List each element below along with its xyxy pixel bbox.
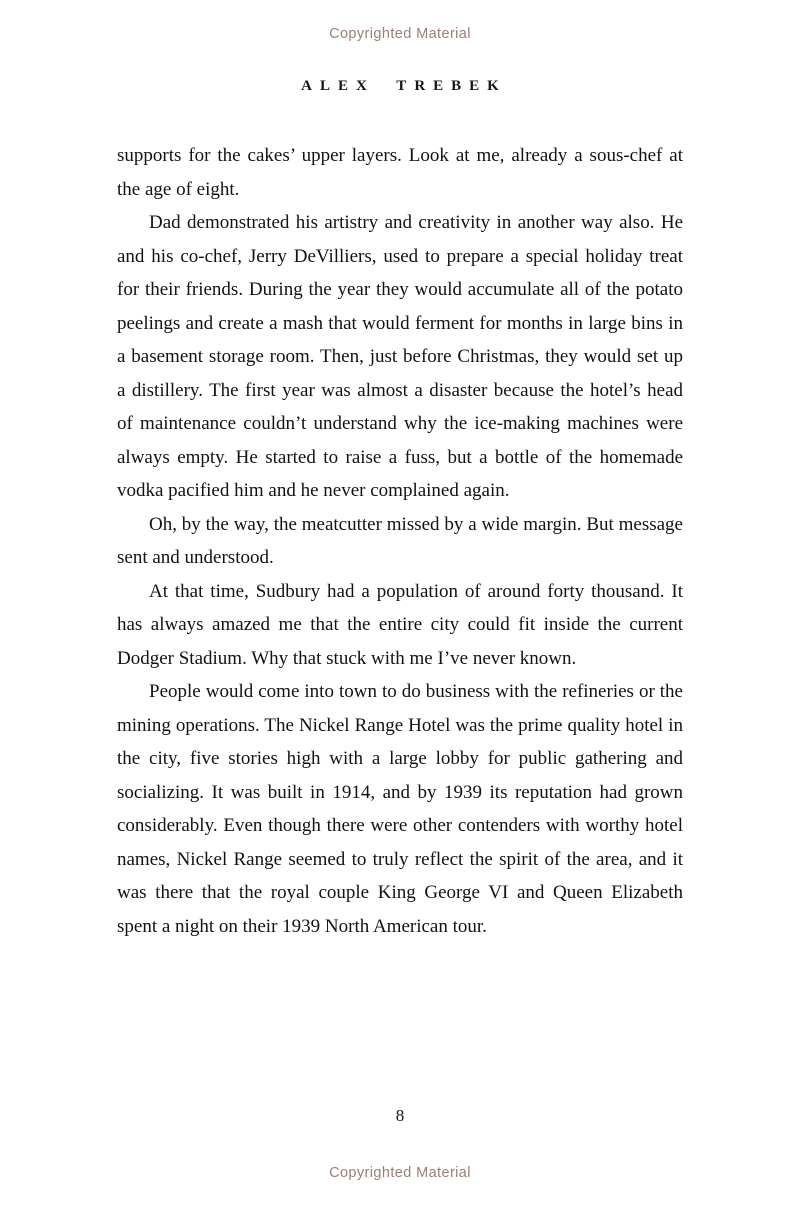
paragraph: At that time, Sudbury had a population of around forty thousand. It has always amazed me that the entire city could fit inside the current Dodger Stadium. Why that stuck with me I’ve never known. — [117, 580, 683, 669]
copyright-notice-bottom: Copyrighted Material — [329, 1165, 471, 1181]
body-text — [117, 139, 683, 943]
page-title: ALEX TREBEK — [301, 78, 507, 94]
paragraph: supports for the cakes’ upper layers. Look at me, already a sous-chef at the age of eight. — [117, 145, 683, 200]
paragraph: People would come into town to do business with the refineries or the mining operations. The Nickel Range Hotel was the prime quality hotel in the city, five stories high with a large lobby for public gathering and socializing. It was built in 1914, and by 1939 its reputation had grown considerably. Even though there were other contenders with worthy hotel names, Nickel Range seemed to truly reflect the spirit of the area, and it was there that the royal couple King George VI and Queen Elizabeth spent a night on their 1939 North American tour. — [117, 681, 683, 937]
copyright-notice-top: Copyrighted Material — [329, 26, 471, 42]
page-number: 8 — [395, 1106, 405, 1125]
paragraph: Dad demonstrated his artistry and creativity in another way also. He and his co-chef, Jerry DeVilliers, used to prepare a special holiday treat for their friends. During the year they would accumulate all of the potato peelings and create a mash that would ferment for months in large bins in a basement storage room. Then, just before Christmas, they would set up a distillery. The first year was almost a disaster because the hotel’s head of maintenance couldn’t understand why the ice-making machines were always empty. He started to raise a fuss, but a bottle of the homemade vodka pacified him and he never complained again. — [117, 212, 683, 501]
paragraph: Oh, by the way, the meatcutter missed by a wide margin. But message sent and understood. — [117, 513, 683, 568]
